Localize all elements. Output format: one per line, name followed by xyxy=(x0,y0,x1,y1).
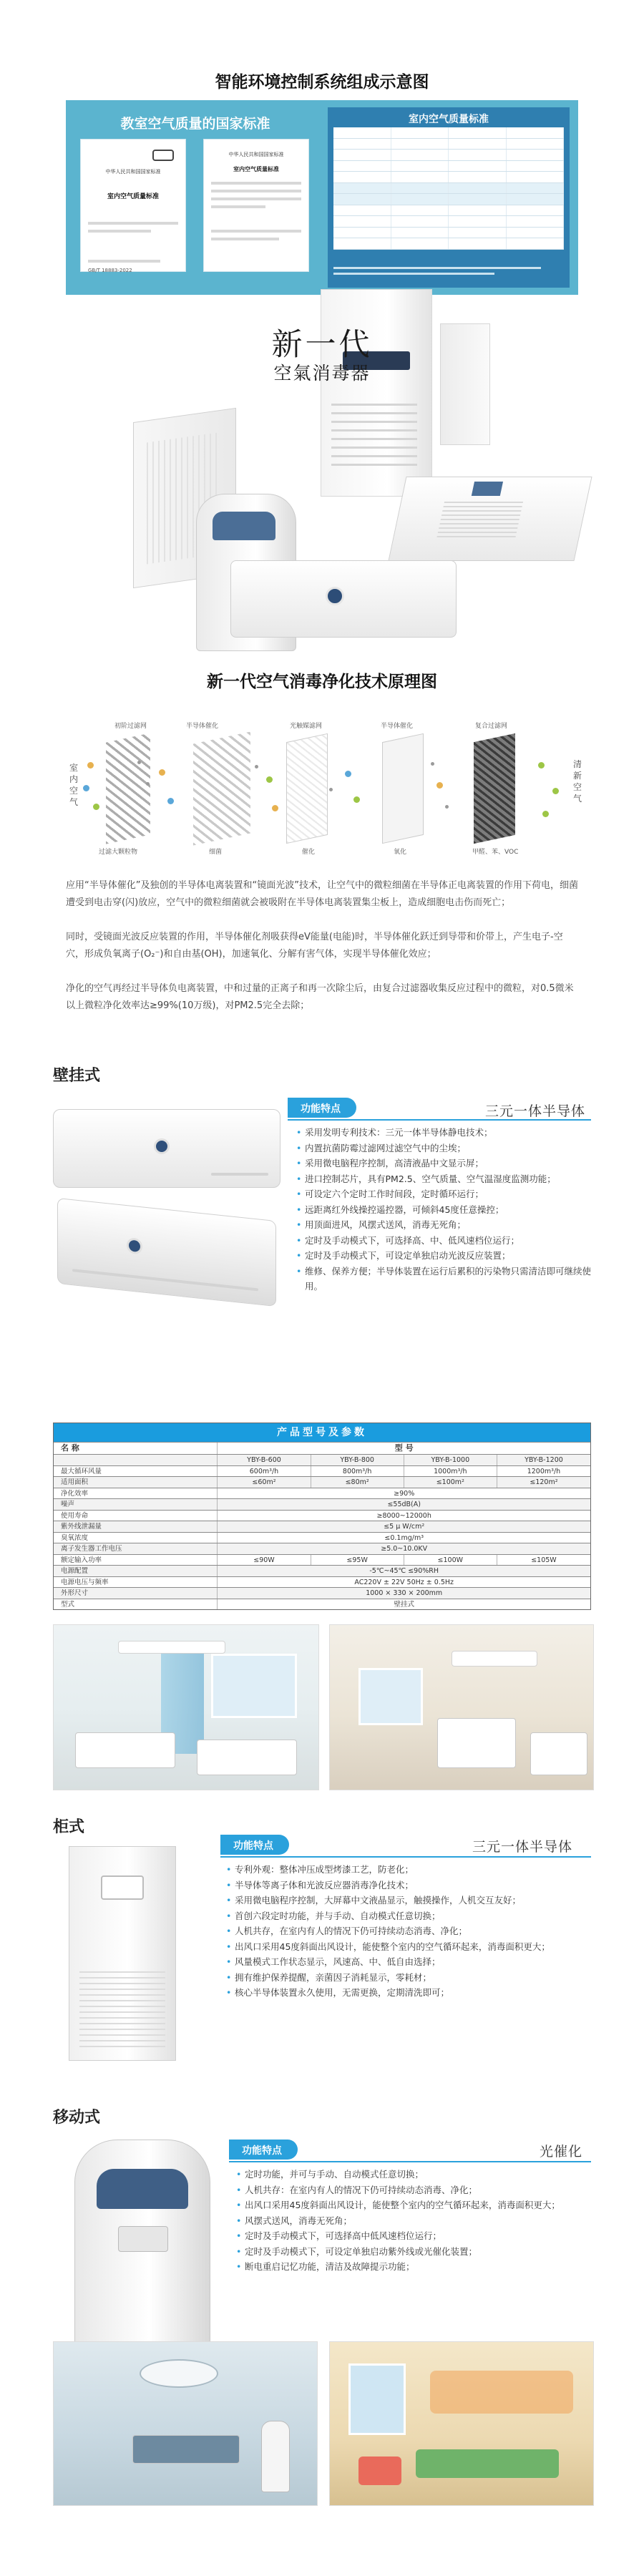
wall-angle-knob-icon xyxy=(127,1237,142,1254)
param-row-value: 600m³/h xyxy=(218,1466,311,1477)
photocatalyst-filter-icon xyxy=(286,733,328,844)
new-generation-heading: 新一代 xyxy=(271,328,373,362)
kindergarten-photo xyxy=(329,2341,594,2506)
mobile-purifier-in-room-icon xyxy=(261,2421,290,2492)
param-row-value: ≥90% xyxy=(394,1489,415,1498)
description-paragraph-1: 应用“半导体催化”及独创的半导体电离装置和“镜面光波”技术，让空气中的微粒细菌在半导体正电离装置的作用下荷电，细菌遭受到电击穿(闪)放应，空气中的微粒细菌就会被吸附在半导体电离装置集尘板上，造成细胞电击伤而死亡； xyxy=(66,880,578,908)
param-row xyxy=(54,1498,590,1510)
standards-banner xyxy=(66,100,578,295)
wall-feature-label: 功能特点 xyxy=(288,1098,356,1118)
ward-purifier-icon xyxy=(118,1641,225,1654)
param-row-value: ≤60m² xyxy=(218,1477,311,1488)
param-row xyxy=(54,1465,590,1477)
wall-feature-item: • 内置抗菌防霉过滤网过滤空气中的尘埃； xyxy=(296,1141,592,1156)
wall-feature-item: • 远距离红外线操控遥控器，可倾斜45度任意操控； xyxy=(296,1202,592,1218)
cabinet-feature-item: • 风量模式工作状态显示，风速高、中、低自由选择； xyxy=(226,1954,584,1970)
param-row-value: ≤90W xyxy=(218,1555,311,1566)
stage-label-4: 半导体催化 xyxy=(381,723,414,730)
standard-document-1 xyxy=(80,139,186,272)
mobile-product-image xyxy=(74,2140,210,2351)
operating-room-photo xyxy=(53,2341,318,2506)
param-row xyxy=(54,1543,590,1554)
description-paragraph-3: 净化的空气再经过半导体负电离装置，中和过量的正离子和再一次除尘后，由复合过滤器收集反应过程中的微粒，对0.5微米以上微粒净化效率达≥99%(10万级)，对PM2.5完全去除； xyxy=(66,983,574,1011)
air-quality-row xyxy=(333,205,564,217)
param-row-name: 额定输入功率 xyxy=(54,1555,218,1566)
air-quality-row xyxy=(333,216,564,228)
param-row-value: 1200m³/h xyxy=(527,1467,561,1475)
cabinet-feature-item: • 半导体等离子体和光波反应器消毒净化技术； xyxy=(226,1878,584,1893)
composition-title: 智能环境控制系统组成示意图 xyxy=(215,73,429,92)
description-paragraph-2: 同时，受镜面光波反应装置的作用，半导体催化剂吸获得eV能量(电能)时，半导体催化跃迁到导带和价带上，产生电子-空穴，形成负氧离子(O₂⁻)和自由基(OH)，加速氧化、分解有害气体，实现半导体催化效应； xyxy=(66,932,563,960)
param-row-name: 型式 xyxy=(54,1599,218,1610)
param-row-value: -5℃~45℃ ≤90%RH xyxy=(369,1567,439,1575)
mobile-feature-label: 功能特点 xyxy=(229,2140,298,2160)
wall-slogan: 三元一体半导体 xyxy=(485,1103,586,1119)
cabinet-section-title: 柜式 xyxy=(53,1818,85,1835)
param-row-value: ≤100m² xyxy=(404,1477,497,1488)
bottom-label-5: 甲醛、苯、VOC xyxy=(472,849,519,856)
param-row xyxy=(54,1532,590,1543)
param-row-value: ≤55dB(A) xyxy=(387,1501,421,1508)
param-model-header: YBY-B-600 xyxy=(218,1455,311,1465)
param-row-value: 壁挂式 xyxy=(394,1600,414,1609)
ward-photo-1 xyxy=(53,1624,319,1790)
param-row-value: ≤80m² xyxy=(311,1477,404,1488)
param-row-name: 外形尺寸 xyxy=(54,1588,218,1599)
wall-control-knob-icon xyxy=(154,1138,170,1154)
air-quality-row xyxy=(333,172,564,183)
ceiling-purifier-image xyxy=(388,477,592,561)
cabinet-feature-item: • 拥有维护保养提醒，亲菌因子消耗显示，零耗材； xyxy=(226,1970,584,1986)
air-quality-table xyxy=(333,127,564,250)
param-row-value: ≥8000~12000h xyxy=(376,1511,431,1520)
param-row-name: 使用寿命 xyxy=(54,1511,218,1521)
wall-feature-item: • 可设定六个定时工作时间段，定时循环运行； xyxy=(296,1186,592,1202)
air-quality-row xyxy=(333,194,564,205)
bottom-label-3: 催化 xyxy=(302,849,316,856)
control-knob-icon xyxy=(326,587,344,605)
bottom-label-4: 氧化 xyxy=(394,849,407,856)
param-row-value: 800m³/h xyxy=(311,1466,404,1477)
param-row-name: 噪声 xyxy=(54,1499,218,1510)
wall-feature-item: • 采用发明专利技术：三元一体半导体静电技术； xyxy=(296,1125,592,1141)
principle-title: 新一代空气消毒净化技术原理图 xyxy=(207,673,437,691)
param-row-name: 最大循环风量 xyxy=(54,1466,218,1477)
ceiling-display-icon xyxy=(472,482,503,496)
standard-document-2 xyxy=(203,139,309,272)
param-row xyxy=(54,1488,590,1499)
param-row xyxy=(54,1576,590,1588)
param-row xyxy=(54,1510,590,1521)
param-row-name: 电源配置 xyxy=(54,1566,218,1576)
param-model-header: YBY-B-1000 xyxy=(404,1455,497,1465)
wall-purifier-front-image xyxy=(53,1109,280,1188)
indoor-air-label: 室内空气 xyxy=(69,763,78,807)
param-row-name: 电源电压与频率 xyxy=(54,1577,218,1588)
parameter-table-header: 产品型号及参数 xyxy=(54,1423,590,1442)
wall-feature-item: • 定时及手动模式下，可设定单独启动光波反应装置； xyxy=(296,1248,592,1264)
mobile-feature-item: • 风摆式送风，消毒无死角； xyxy=(236,2213,587,2229)
composite-filter-icon xyxy=(474,733,515,844)
cabinet-feature-item: • 首创六段定时功能，并与手动、自动模式任意切换； xyxy=(226,1908,584,1924)
fresh-air-label: 清新空气 xyxy=(572,759,582,804)
wall-feature-item: • 采用微电脑程序控制，高清液晶中文显示屏； xyxy=(296,1156,592,1171)
mobile-section-title: 移动式 xyxy=(53,2108,101,2126)
param-row-value: ≤0.1mg/m³ xyxy=(384,1533,424,1542)
mobile-slogan: 光催化 xyxy=(540,2144,583,2160)
param-row-value: ≥5.0~10.0KV xyxy=(381,1545,428,1553)
mobile-feature-item: • 定时及手动模式下，可选择高中低风速档位运行； xyxy=(236,2228,587,2244)
param-model-label: 型 号 xyxy=(394,1443,414,1453)
cabinet-product-image xyxy=(69,1846,176,2061)
mobile-feature-item: • 出风口采用45度斜面出风设计，能使整个室内的空气循环起来，消毒面积更大； xyxy=(236,2197,587,2213)
cabinet-slogan: 三元一体半导体 xyxy=(472,1839,573,1855)
gb-logo-icon xyxy=(152,150,174,161)
param-row-value: ≤120m² xyxy=(530,1478,558,1486)
doc1-code: GB/T 18883-2022 xyxy=(88,268,132,273)
mobile-feature-list xyxy=(236,2167,587,2275)
bottom-label-1: 过滤大颗粒物 xyxy=(99,849,138,856)
air-quality-row xyxy=(333,228,564,239)
mobile-feature-item: • 定时功能，并可与手动、自动模式任意切换； xyxy=(236,2167,587,2182)
param-row xyxy=(54,1476,590,1488)
param-row-value: ≤100W xyxy=(404,1555,497,1566)
air-quality-row xyxy=(333,183,564,195)
wall-feature-item: • 用顶面进风，风摆式送风，消毒无死角； xyxy=(296,1217,592,1233)
doc2-name: 室内空气质量标准 xyxy=(233,166,279,172)
national-standard-panel xyxy=(76,107,315,286)
semiconductor-plate-icon xyxy=(382,733,424,844)
param-row-value: AC220V ± 22V 50Hz ± 0.5Hz xyxy=(354,1578,454,1586)
param-row-name: 离子发生器工作电压 xyxy=(54,1543,218,1554)
bottom-label-2: 细菌 xyxy=(209,849,223,856)
ward-photo-2 xyxy=(329,1624,594,1790)
indoor-air-quality-title: 室内空气质量标准 xyxy=(409,114,489,125)
air-quality-row xyxy=(333,238,564,250)
param-row-value: ≤5 μ W/cm² xyxy=(384,1523,425,1531)
cabinet-feature-item: • 专利外观：整体冲压成型烤漆工艺，防老化； xyxy=(226,1862,584,1878)
air-quality-row xyxy=(333,150,564,161)
air-quality-notes xyxy=(333,263,564,282)
mobile-feature-item: • 断电重启记忆功能，清洁及故障提示功能； xyxy=(236,2259,587,2275)
doc1-name: 室内空气质量标准 xyxy=(107,193,159,200)
cabinet-feature-item: • 核心半导体装置永久使用，无需更换，定期清洗即可； xyxy=(226,1985,584,2001)
stage-label-3: 光触媒滤网 xyxy=(290,723,323,730)
air-sterilizer-heading: 空氣消毒器 xyxy=(273,363,371,384)
cabinet-panel-icon xyxy=(101,1875,144,1900)
surgical-light-icon xyxy=(140,2359,218,2388)
principle-diagram xyxy=(59,719,585,855)
param-row-name: 适用面积 xyxy=(54,1477,218,1488)
ward2-purifier-icon xyxy=(452,1651,537,1667)
indoor-air-quality-panel xyxy=(328,107,570,288)
primary-filter-icon xyxy=(106,733,150,844)
param-row xyxy=(54,1599,590,1610)
cabinet-feature-item: • 出风口采用45度斜面出风设计，能使整个室内的空气循环起来，消毒面积更大； xyxy=(226,1939,584,1955)
wall-feature-item: • 维修、保养方便；半导体装置在运行后累积的污染物只需清洁即可继续使用。 xyxy=(296,1264,592,1294)
wall-feature-list xyxy=(296,1125,592,1294)
param-row xyxy=(54,1521,590,1532)
doc2-title: 中华人民共和国国家标准 xyxy=(228,152,284,157)
stage-label-2: 半导体催化 xyxy=(186,723,219,730)
wall-feature-item: • 定时及手动模式下，可选择高、中、低风速档位运行； xyxy=(296,1233,592,1249)
mobile-top-panel-icon xyxy=(97,2169,188,2209)
cabinet-feature-item: • 人机共存，在室内有人的情况下仍可持续动态消毒、净化； xyxy=(226,1923,584,1939)
national-standard-title: 教室空气质量的国家标准 xyxy=(120,116,270,132)
mobile-screen-icon xyxy=(213,512,275,540)
param-row-name: 紫外线泄漏量 xyxy=(54,1521,218,1532)
parameter-table xyxy=(53,1423,591,1610)
cabinet-feature-label: 功能特点 xyxy=(220,1835,289,1855)
param-model-header: YBY-B-1200 xyxy=(525,1456,563,1464)
param-row-name: 臭氧浓度 xyxy=(54,1533,218,1543)
param-name-label: 名 称 xyxy=(54,1443,218,1454)
param-row-value: 1000m³/h xyxy=(404,1466,497,1477)
param-model-header: YBY-B-800 xyxy=(311,1455,404,1465)
param-row-value: ≤105W xyxy=(531,1556,557,1564)
stage-label-1: 初阶过滤网 xyxy=(114,723,147,730)
param-row-name: 净化效率 xyxy=(54,1488,218,1499)
cabinet-feature-list xyxy=(226,1862,584,2001)
param-row-value: 1000 × 330 × 200mm xyxy=(366,1589,443,1597)
cabinet-feature-item: • 采用微电脑程序控制，大屏幕中文液晶显示，触摸操作，人机交互友好； xyxy=(226,1893,584,1908)
stage-label-5: 复合过滤网 xyxy=(475,723,508,730)
doc1-title: 中华人民共和国国家标准 xyxy=(105,169,161,175)
param-row-value: ≤95W xyxy=(311,1555,404,1566)
semiconductor-catalysis-icon xyxy=(193,731,250,845)
wall-purifier-angle-image xyxy=(57,1198,276,1307)
mobile-feature-item: • 定时及手动模式下，可设定单独启动紫外线或光催化装置； xyxy=(236,2244,587,2260)
wall-section-title: 壁挂式 xyxy=(53,1066,101,1084)
param-row xyxy=(54,1587,590,1599)
param-row xyxy=(54,1554,590,1566)
wall-purifier-image xyxy=(230,560,457,638)
air-quality-row xyxy=(333,161,564,172)
air-quality-row xyxy=(333,127,564,139)
param-row xyxy=(54,1565,590,1576)
wall-feature-item: • 进口控制芯片，具有PM2.5、空气质量、空气温湿度监测功能； xyxy=(296,1171,592,1187)
air-quality-row xyxy=(333,139,564,150)
mobile-feature-item: • 人机共存：在室内有人的情况下仍可持续动态消毒、净化； xyxy=(236,2182,587,2198)
